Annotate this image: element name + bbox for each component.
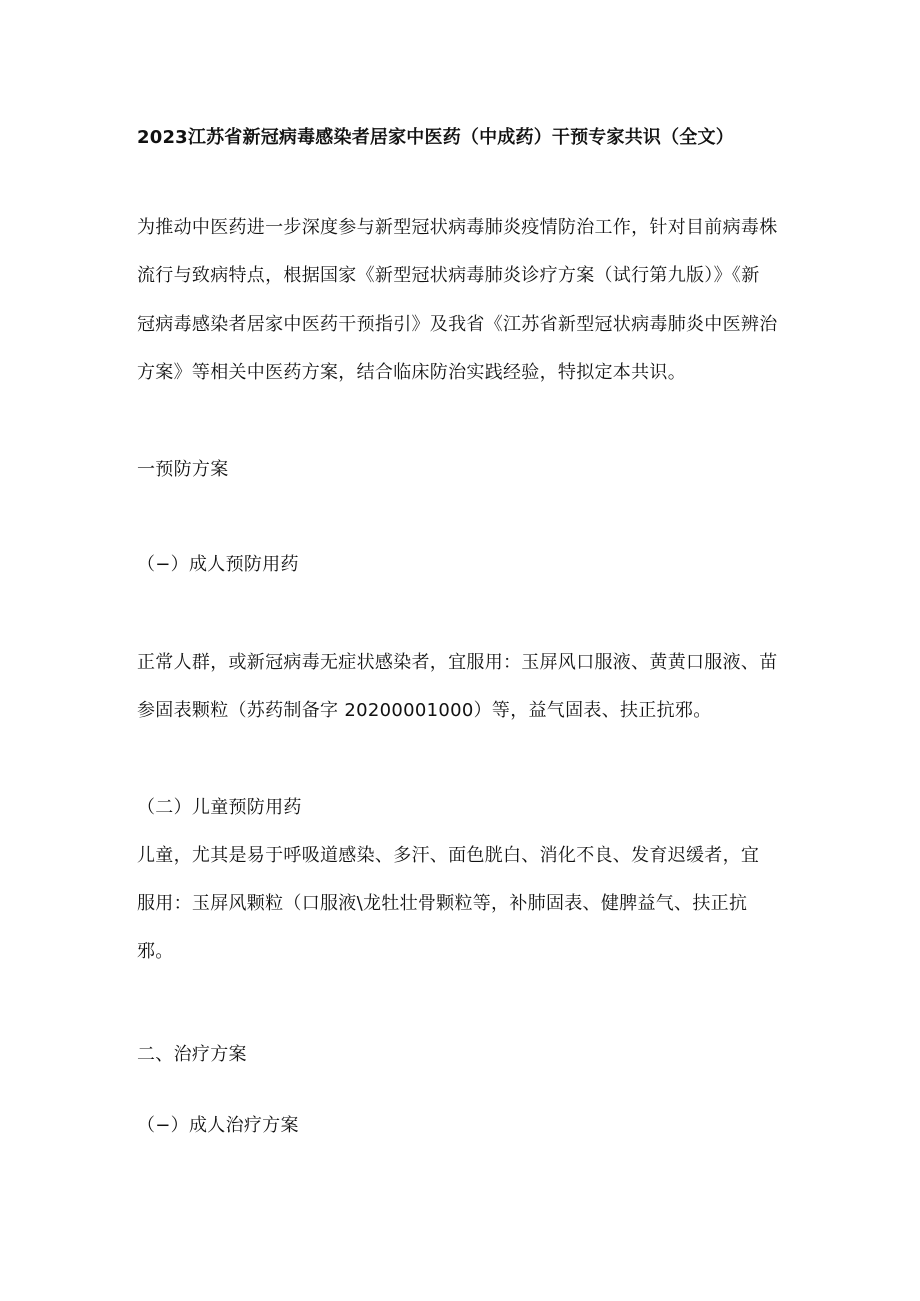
intro-line-4: 方案》等相关中医药方案，结合临床防治实践经验，特拟定本共识。 xyxy=(137,362,686,383)
section2-sub1-heading: （−）成人治疗方案 xyxy=(137,1115,299,1136)
intro-line-1: 为推动中医药进一步深度参与新型冠状病毒肺炎疫情防治工作，针对目前病毒株 xyxy=(137,217,778,238)
intro-line-3: 冠病毒感染者居家中医药干预指引》及我省《江苏省新型冠状病毒肺炎中医辨治 xyxy=(137,314,778,335)
section1-sub2-heading: （二）儿童预防用药 xyxy=(137,797,302,818)
section1-sub1-heading: （−）成人预防用药 xyxy=(137,554,299,575)
document-title: 2023江苏省新冠病毒感染者居家中医药（中成药）干预专家共识（全文） xyxy=(137,127,734,148)
section1-sub2-line-1: 儿童，尤其是易于呼吸道感染、多汗、面色胱白、消化不良、发育迟缓者，宜 xyxy=(137,845,760,866)
intro-line-2: 流行与致病特点，根据国家《新型冠状病毒肺炎诊疗方案（试行第九版）》《新 xyxy=(137,265,760,286)
section2-heading: 二、治疗方案 xyxy=(137,1044,247,1065)
section1-sub2-line-3: 邪。 xyxy=(137,941,174,962)
section1-sub1-line-2: 参固表颗粒（苏药制备字 20200001000）等，益气固表、扶正抗邪。 xyxy=(137,700,712,721)
section1-sub1-line-1: 正常人群，或新冠病毒无症状感染者，宜服用：玉屏风口服液、黄黄口服液、苗 xyxy=(137,652,778,673)
section1-heading: 一预防方案 xyxy=(137,459,229,480)
section1-sub2-line-2: 服用：玉屏风颗粒（口服液\龙牡壮骨颗粒等，补肺固表、健脾益气、扶正抗 xyxy=(137,893,748,914)
